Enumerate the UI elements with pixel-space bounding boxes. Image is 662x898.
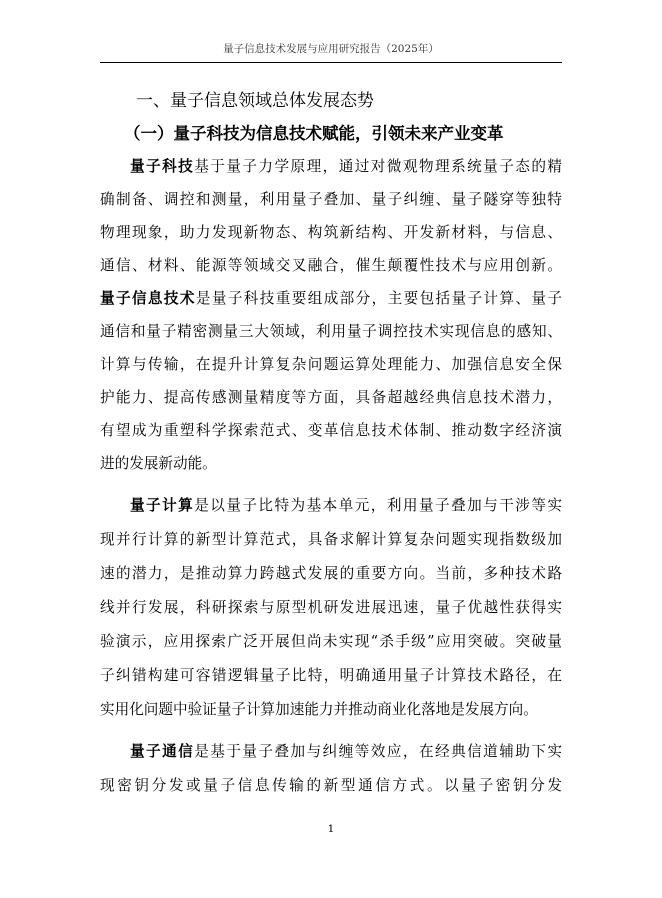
paragraph-line: 现密钥分发或量子信息传输的新型通信方式。以量子密钥分发 — [100, 777, 562, 794]
paragraph-line: 确制备、调控和测量，利用量子叠加、量子纠缠、量子隧穿等独特 — [100, 191, 562, 208]
paragraph-line: 计算与传输，在提升计算复杂问题运算处理能力、加强信息安全保 — [100, 356, 562, 373]
paragraph-line: 量子科技基于量子力学原理，通过对微观物理系统量子态的精 — [130, 158, 562, 175]
paragraph-line: 子纠错构建可容错逻辑量子比特，明确通用量子计算技术路径，在 — [100, 667, 562, 684]
key-term: 量子通信 — [130, 743, 195, 760]
paragraph-line: 进的发展新动能。 — [100, 455, 217, 472]
paragraph-line: 通信、材料、能源等领域交叉融合，催生颠覆性技术与应用创新。 — [100, 257, 562, 274]
paragraph-line: 量子计算是以量子比特为基本单元，利用量子叠加与干涉等实 — [130, 497, 562, 514]
paragraph-line: 通信和量子精密测量三大领域，利用量子调控技术实现信息的感知、 — [100, 323, 562, 340]
key-term: 量子信息技术 — [100, 290, 196, 307]
header-rule — [100, 62, 562, 63]
running-header: 量子信息技术发展与应用研究报告（2025年） — [223, 43, 439, 55]
key-term: 量子科技 — [130, 158, 195, 175]
paragraph-line: 现并行计算的新型计算范式，具备求解计算复杂问题实现指数级加 — [100, 531, 562, 548]
paragraph-line: 有望成为重塑科学探索范式、变革信息技术体制、推动数字经济演 — [100, 422, 562, 439]
paragraph-line: 物理现象，助力发现新物态、构筑新结构、开发新材料，与信息、 — [100, 224, 562, 241]
paragraph-line: 实用化问题中验证量子计算加速能力并推动商业化落地是发展方向。 — [100, 701, 538, 718]
paragraph-line: 验演示，应用探索广泛开展但尚未实现“杀手级”应用突破。突破量 — [100, 633, 562, 650]
paragraph-line: 线并行发展，科研探索与原型机研发进展迅速，量子优越性获得实 — [100, 599, 562, 616]
paragraph-line: 速的潜力，是推动算力跨越式发展的重要方向。当前，多种技术路 — [100, 565, 562, 582]
subsection-heading: （一）量子科技为信息技术赋能，引领未来产业变革 — [124, 124, 504, 143]
paragraph-line: 量子信息技术是量子科技重要组成部分，主要包括量子计算、量子 — [100, 290, 562, 307]
section-heading: 一、量子信息领域总体发展态势 — [136, 91, 374, 111]
paragraph-line: 量子通信是基于量子叠加与纠缠等效应，在经典信道辅助下实 — [130, 743, 562, 760]
key-term: 量子计算 — [130, 497, 195, 514]
page-number: 1 — [327, 823, 335, 835]
paragraph-line: 护能力、提高传感测量精度等方面，具备超越经典信息技术潜力， — [100, 389, 562, 406]
